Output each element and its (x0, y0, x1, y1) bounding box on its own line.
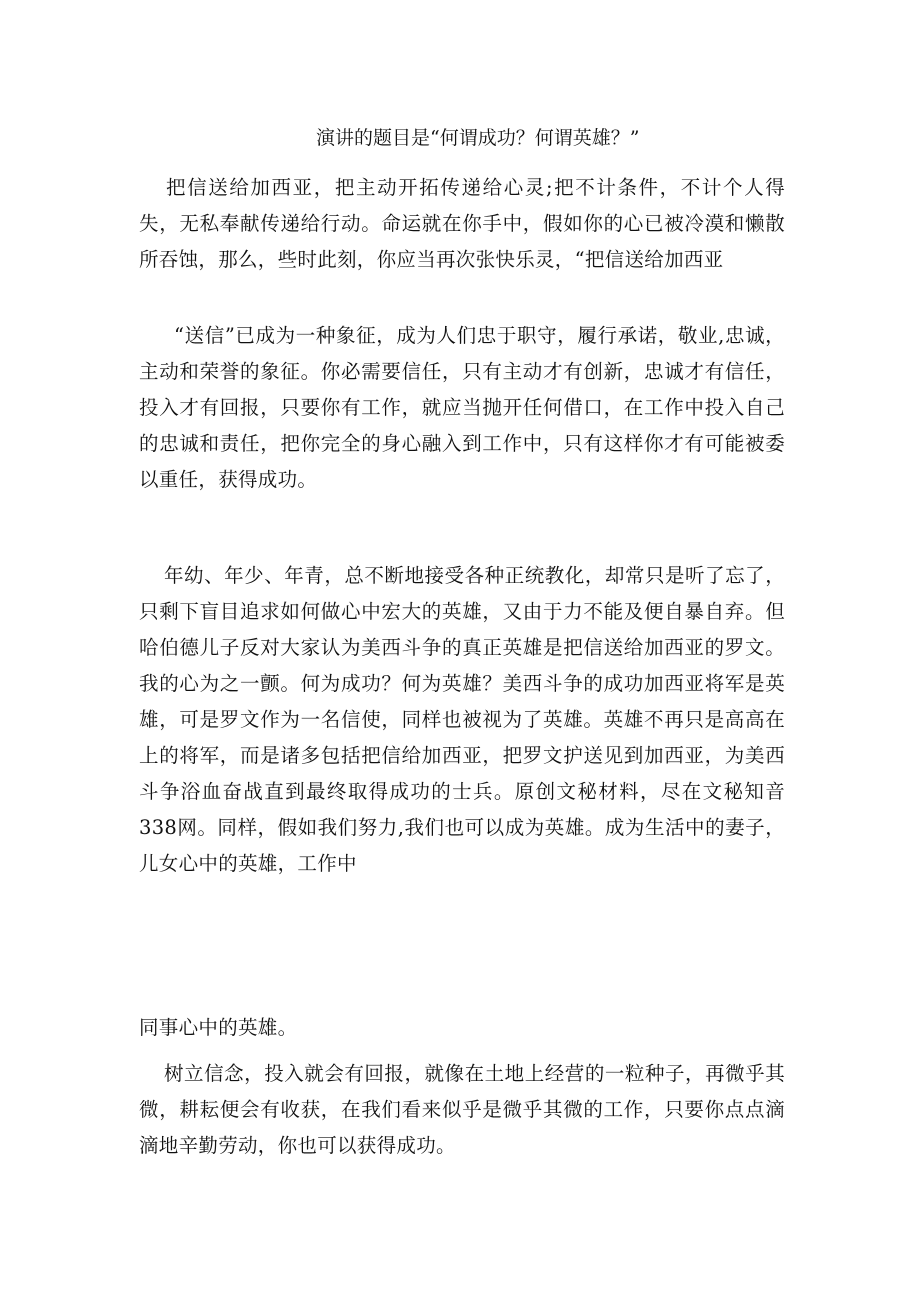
paragraph-5: 树立信念，投入就会有回报，就像在土地上经营的一粒种子，再微乎其微，耕耘便会有收获，在我们看来似乎是微乎其微的工作，只要你点点滴滴地辛勤劳动，你也可以获得成功。 (139, 1062, 785, 1157)
paragraph-3: 年幼、年少、年青，总不断地接受各种正统教化，却常只是听了忘了，只剩下盲目追求如何做心中宏大的英雄，又由于力不能及便自暴自弃。但哈伯德儿子反对大家认为美西斗争的真正英雄是把信送给加西亚的罗文。我的心为之一颤。何为成功？何为英雄？美西斗争的成功加西亚将军是英雄，可是罗文作为一名信使，同样也被视为了英雄。英雄不再只是高高在上的将军，而是诸多包括把信给加西亚，把罗文护送见到加西亚，为美西斗争浴血奋战直到最终取得成功的士兵。原创文秘材料，尽在文秘知音338网。同样，假如我们努力,我们也可以成为英雄。成为生活中的妻子，儿女心中的英雄，工作中 (139, 564, 785, 875)
paragraph-1: 把信送给加西亚，把主动开拓传递给心灵;把不计条件，不计个人得失，无私奉献传递给行动。命运就在你手中，假如你的心已被冷漠和懒散所吞蚀，那么，些时此刻，你应当再次张快乐灵，“把信送给加西亚 (139, 176, 785, 271)
paragraph-2: “送信”已成为一种象征，成为人们忠于职守，履行承诺，敬业,忠诚，主动和荣誉的象征。你必需要信任，只有主动才有创新，忠诚才有信任，投入才有回报，只要你有工作，就应当抛开任何借口，在工作中投入自己的忠诚和责任，把你完全的身心融入到工作中，只有这样你才有可能被委以重任，获得成功。 (139, 324, 785, 491)
speech-title: 演讲的题目是“何谓成功？何谓英雄？” (316, 127, 640, 149)
paragraph-4: 同事心中的英雄。 (139, 1016, 298, 1039)
